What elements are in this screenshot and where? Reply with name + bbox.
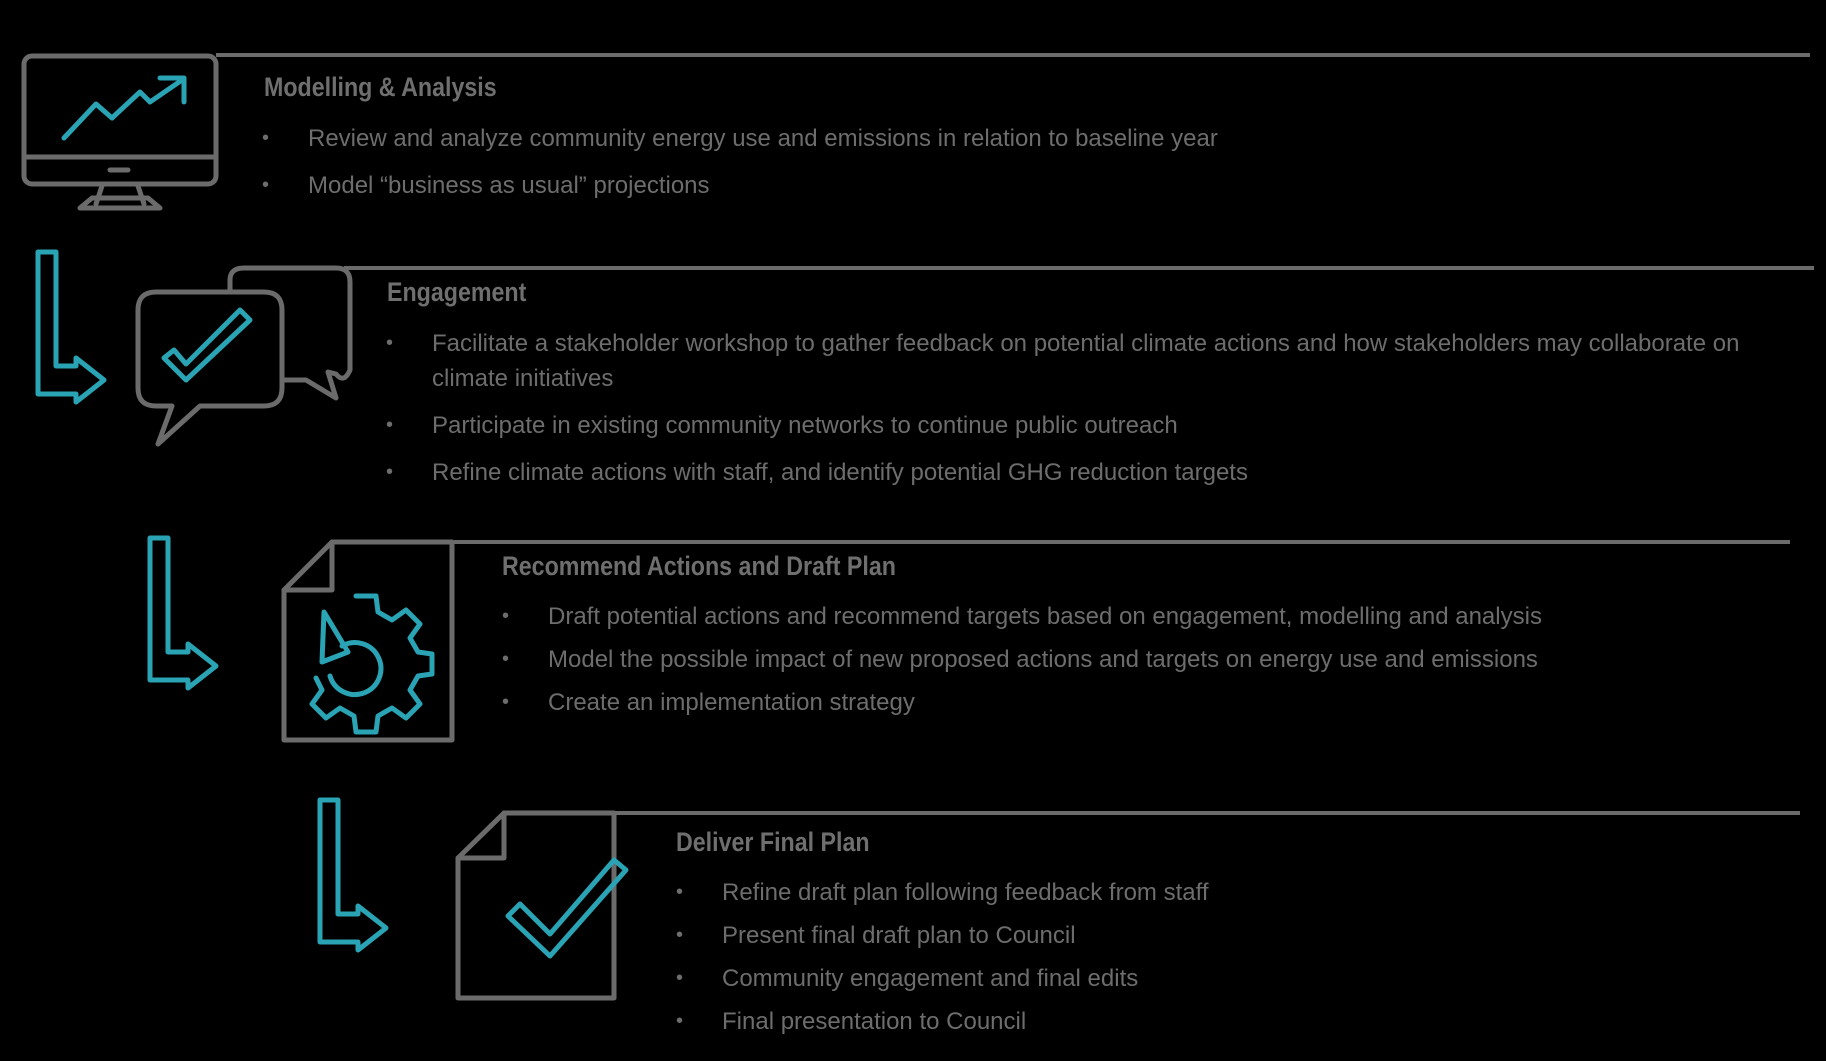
stage-title: Recommend Actions and Draft Plan [502, 551, 896, 581]
list-item: • Model “business as usual” projections [262, 168, 1762, 203]
down-right-arrow-icon [150, 538, 216, 688]
list-item: • Present final draft plan to Council [676, 918, 1796, 953]
list-item: • Final presentation to Council [676, 1004, 1796, 1039]
stage-title: Deliver Final Plan [676, 827, 870, 857]
document-gear-icon [284, 542, 452, 740]
list-item: • Refine draft plan following feedback from staff [676, 875, 1796, 910]
bullet-list [502, 599, 1802, 728]
down-right-arrow-icon [320, 800, 386, 950]
list-item: • Participate in existing community networks to continue public outreach [386, 408, 1766, 443]
list-item: • Draft potential actions and recommend targets based on engagement, modelling and analysis [502, 599, 1802, 634]
list-item: • Create an implementation strategy [502, 685, 1802, 720]
down-right-arrow-icon [38, 252, 104, 402]
bullet-list [676, 875, 1796, 1047]
list-item: • Community engagement and final edits [676, 961, 1796, 996]
list-item: • Model the possible impact of new proposed actions and targets on energy use and emissions [502, 642, 1802, 677]
speech-bubbles-check-icon [138, 268, 350, 444]
list-item: • Refine climate actions with staff, and identify potential GHG reduction targets [386, 455, 1766, 490]
bullet-list [386, 326, 1766, 502]
stage-title: Modelling & Analysis [264, 72, 497, 102]
list-item: • Facilitate a stakeholder workshop to gather feedback on potential climate actions and how stakeholders may collaborate on climate initiatives [386, 326, 1766, 396]
bullet-list [262, 121, 1762, 215]
monitor-chart-icon [24, 56, 216, 208]
stage-title: Engagement [387, 277, 527, 307]
document-check-icon [458, 813, 626, 998]
list-item: • Review and analyze community energy use and emissions in relation to baseline year [262, 121, 1762, 156]
